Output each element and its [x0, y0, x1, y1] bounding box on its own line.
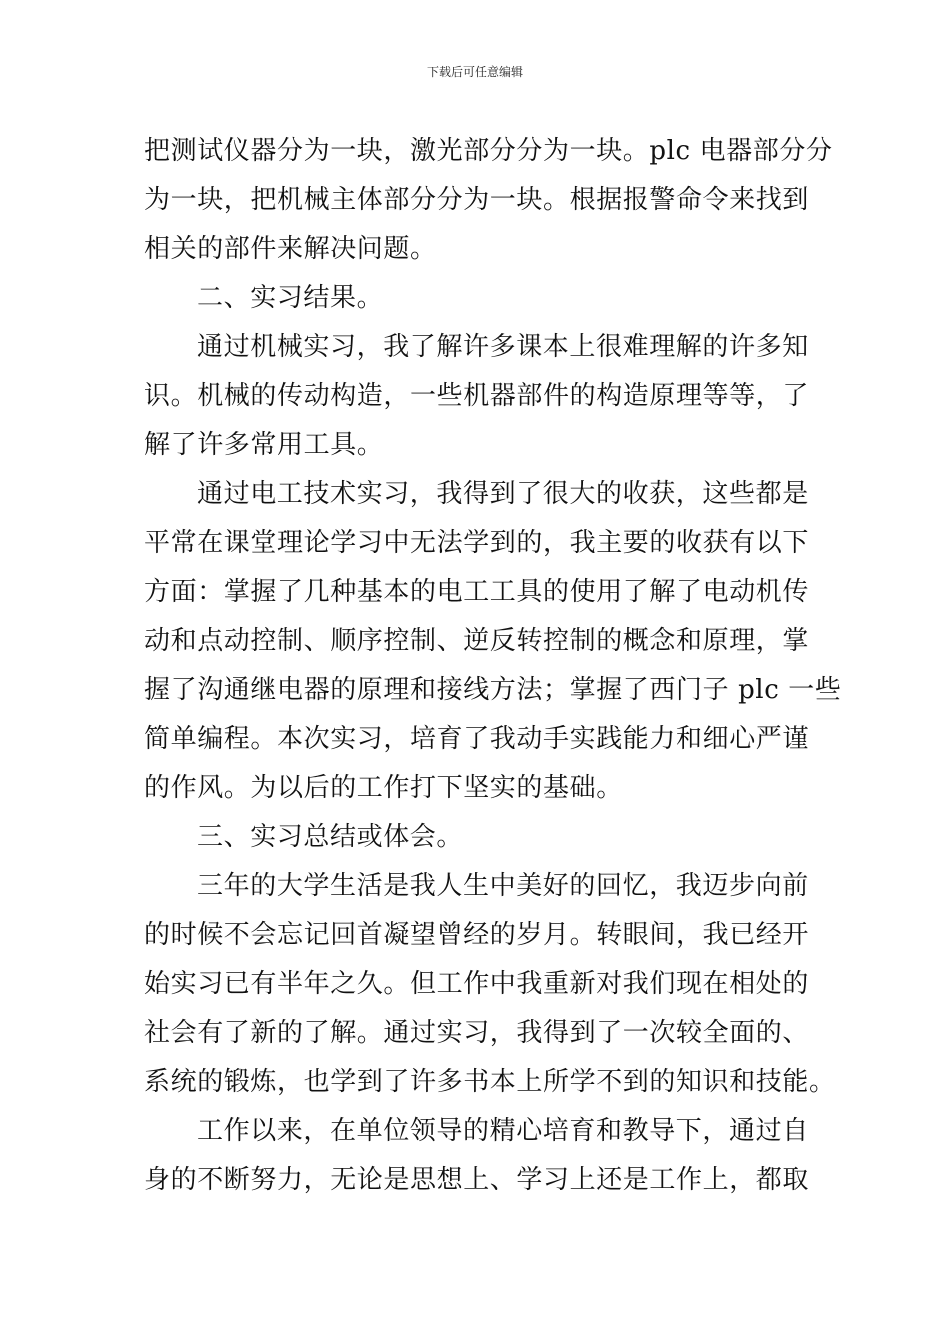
text-line: 识。机械的传动构造，一些机器部件的构造原理等等，了: [144, 381, 810, 411]
text-line: 动和点动控制、顺序控制、逆反转控制的概念和原理，掌: [144, 626, 810, 656]
text-line: 相关的部件来解决问题。: [144, 234, 437, 264]
paragraph-start: 通过电工技术实习，我得到了很大的收获，这些都是: [197, 479, 809, 509]
text-line: 身的不断努力，无论是思想上、学习上还是工作上，都取: [144, 1165, 810, 1195]
text-line: 解了许多常用工具。: [144, 430, 384, 460]
document-body: [144, 127, 842, 1205]
text-line: 的作风。为以后的工作打下坚实的基础。: [144, 773, 623, 803]
text-line: 始实习已有半年之久。但工作中我重新对我们现在相处的: [144, 969, 810, 999]
text-line: 的时候不会忘记回首凝望曾经的岁月。转眼间，我已经开: [144, 920, 810, 950]
paragraph-start: 通过机械实习，我了解许多课本上很难理解的许多知: [197, 332, 809, 362]
text-line: 简单编程。本次实习，培育了我动手实践能力和细心严谨: [144, 724, 810, 754]
text-line: 为一块，把机械主体部分分为一块。根据报警命令来找到: [144, 185, 810, 215]
text-line: 平常在课堂理论学习中无法学到的，我主要的收获有以下: [144, 528, 810, 558]
section-heading: 三、实习总结或体会。: [197, 822, 464, 852]
text-line: 系统的锻炼，也学到了许多书本上所学不到的知识和技能。: [144, 1067, 836, 1097]
text-line: 握了沟通继电器的原理和接线方法；掌握了西门子 plc 一些: [144, 675, 842, 705]
text-line: 把测试仪器分为一块，激光部分分为一块。plc 电器部分分: [144, 136, 833, 166]
paragraph-start: 工作以来，在单位领导的精心培育和教导下，通过自: [197, 1116, 809, 1146]
paragraph-start: 三年的大学生活是我人生中美好的回忆，我迈步向前: [197, 871, 809, 901]
text-line: 社会有了新的了解。通过实习，我得到了一次较全面的、: [144, 1018, 810, 1048]
page-header: 下载后可任意编辑: [426, 65, 523, 79]
section-heading: 二、实习结果。: [197, 283, 384, 313]
text-line: 方面：掌握了几种基本的电工工具的使用了解了电动机传: [144, 577, 810, 607]
